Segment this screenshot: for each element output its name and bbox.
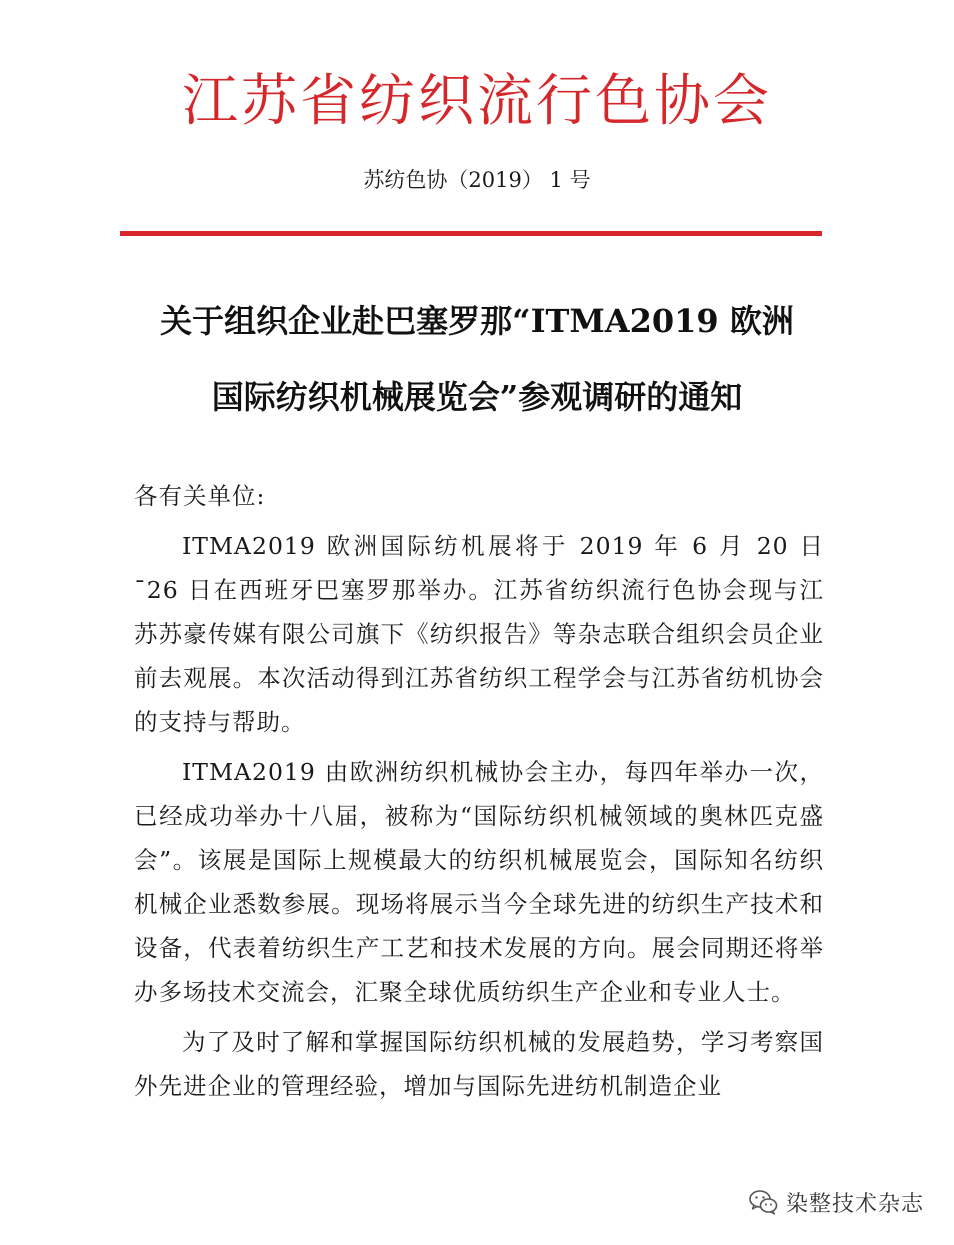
wechat-icon [748, 1189, 778, 1215]
watermark [748, 1184, 924, 1220]
salutation: 各有关单位: [134, 482, 266, 510]
red-divider-rule [120, 231, 822, 236]
doc-number: 苏纺色协（2019） 1 号 [363, 168, 591, 192]
org-title: 江苏省纺织流行色协会 [182, 69, 772, 134]
paragraph-1: ITMA2019 欧洲国际纺机展将于 2019 年 6 月 20 日¯26 日在西班牙巴塞罗那举办。江苏省纺织流行色协会现与江苏苏豪传媒有限公司旗下《纺织报告》等杂志联合组织会员企业前去观展。本次活动得到江苏省纺织工程学会与江苏省纺机协会的支持与帮助。 [134, 532, 824, 736]
subject-line-1: 关于组织企业赴巴塞罗那“ITMA2019 欧洲 [160, 302, 794, 340]
notice-body [134, 474, 824, 1108]
paragraph-3: 为了及时了解和掌握国际纺织机械的发展趋势，学习考察国外先进企业的管理经验，增加与国际先进纺机制造企业 [134, 1028, 824, 1100]
watermark-text: 染整技术杂志 [785, 1191, 924, 1217]
subject-line-2: 国际纺织机械展览会”参观调研的通知 [211, 378, 743, 416]
paragraph-2: ITMA2019 由欧洲纺织机械协会主办，每四年举办一次，已经成功举办十八届，被称为“国际纺织机械领域的奥林匹克盛会”。该展是国际上规模最大的纺织机械展览会，国际知名纺织机械企业悉数参展。现场将展示当今全球先进的纺织生产技术和设备，代表着纺织生产工艺和技术发展的方向。展会同期还将举办多场技术交流会，汇聚全球优质纺织生产企业和专业人士。 [134, 758, 824, 1006]
